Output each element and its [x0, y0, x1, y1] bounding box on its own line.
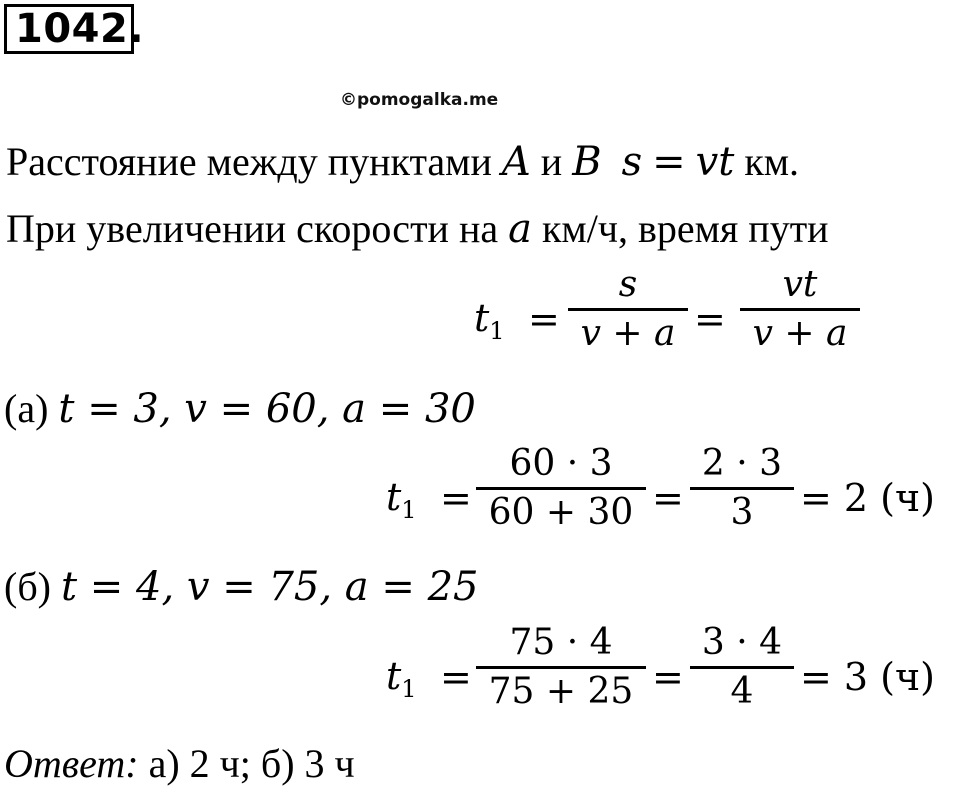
part-a-values: t = 3, v = 60, a = 30 [58, 386, 476, 432]
intro-line-2 [6, 205, 829, 253]
part-a-result: = 2 (ч) [800, 476, 935, 520]
fraction-denominator: 75 + 25 [488, 671, 634, 712]
fraction-numerator: 2 · 3 [701, 443, 783, 484]
fraction-denominator: v + a [752, 313, 848, 354]
part-b-fraction-1 [476, 620, 646, 715]
fraction-numerator: 75 · 4 [509, 622, 613, 663]
watermark: ©pomogalka.me [340, 90, 499, 110]
part-a-eq-1: = [440, 476, 472, 520]
part-b-lhs: $t_1$ [386, 654, 417, 703]
fraction-denominator: v + a [580, 313, 676, 354]
formula-fraction-2 [740, 262, 860, 357]
formula-eq-1: = [528, 297, 560, 341]
part-a-eq-2: = [652, 476, 684, 520]
fraction-numerator: 60 · 3 [509, 443, 613, 484]
part-a-given [4, 385, 476, 433]
point-a: A [501, 139, 531, 185]
fraction-numerator: s [618, 264, 638, 305]
part-b-eq-1: = [440, 655, 472, 699]
part-b-result: = 3 (ч) [800, 655, 935, 699]
formula-lhs: $t_1$ [474, 296, 505, 345]
part-a-label: (а) [4, 386, 49, 431]
part-a-lhs: $t_1$ [386, 475, 417, 524]
equals-sign: = [652, 139, 686, 185]
point-b: B [572, 139, 602, 185]
answer-label: Ответ: [4, 741, 139, 786]
distance-var: s [621, 139, 643, 185]
part-b-label: (б) [4, 564, 51, 609]
fraction-numerator: vt [782, 264, 818, 305]
fraction-denominator: 4 [730, 671, 754, 712]
answer-text: а) 2 ч; б) 3 ч [148, 741, 355, 786]
part-b-given [4, 563, 478, 611]
distance-formula: vt [695, 139, 735, 185]
formula-fraction-1 [568, 262, 688, 357]
fraction-denominator: 60 + 30 [488, 492, 634, 533]
part-a-fraction-1 [476, 441, 646, 536]
problem-number: 1042. [4, 4, 134, 54]
part-b-fraction-2 [690, 620, 794, 715]
part-b-values: t = 4, v = 75, a = 25 [61, 564, 479, 610]
answer-line [4, 740, 355, 788]
intro-text-2b: км/ч, время пути [541, 206, 829, 251]
formula-eq-2: = [694, 297, 726, 341]
fraction-numerator: 3 · 4 [701, 622, 783, 663]
intro-line-1 [6, 138, 799, 186]
part-a-fraction-2 [690, 441, 794, 536]
distance-unit: км. [744, 139, 800, 184]
intro-text-2a: При увеличении скорости на [6, 206, 499, 251]
speed-increase-var: a [508, 206, 532, 252]
and-word: и [540, 139, 563, 184]
intro-text: Расстояние между пунктами [6, 139, 492, 184]
fraction-denominator: 3 [730, 492, 754, 533]
part-b-eq-2: = [652, 655, 684, 699]
